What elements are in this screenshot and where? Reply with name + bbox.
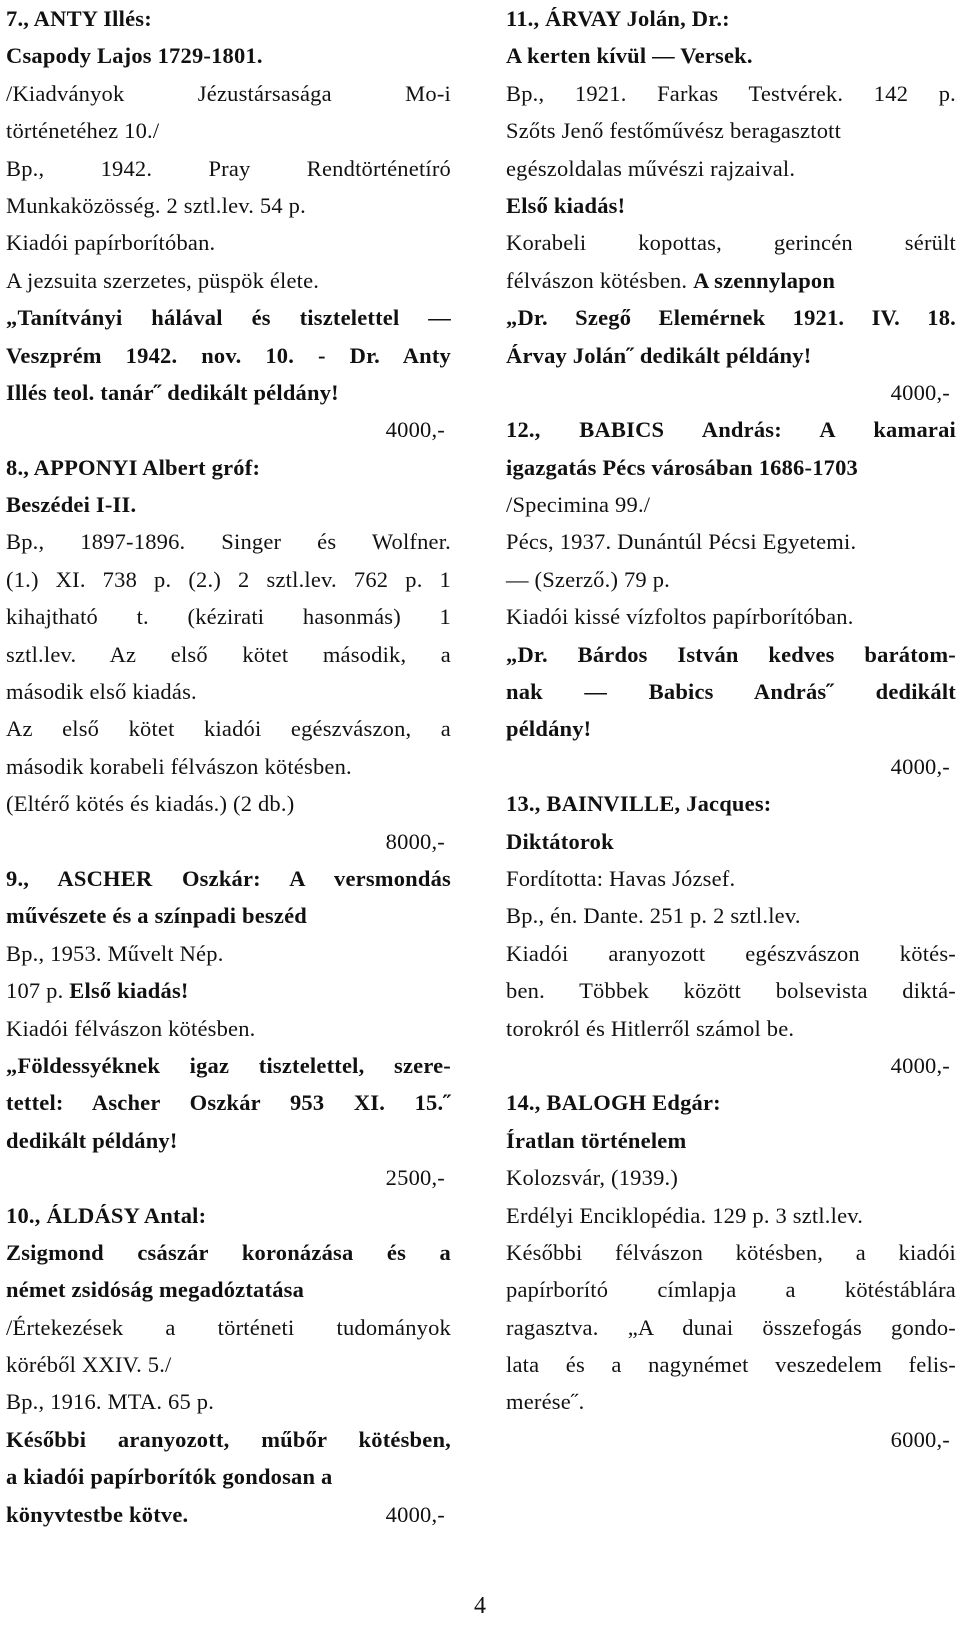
entry-publication: — (Szerző.) 79 p. <box>506 566 670 592</box>
entry-title: Beszédei I-II. <box>6 492 137 518</box>
entry-7 <box>6 0 451 449</box>
entry-binding: Kiadói papírborítóban. <box>6 230 216 256</box>
entry-note: Kiadói aranyozott egészvászon kötés- <box>506 940 956 966</box>
entry-dedication: nak — Babics András˝ dedikált <box>506 679 956 705</box>
first-edition-label: Első kiadás! <box>506 192 626 218</box>
entry-13 <box>506 785 956 1084</box>
entry-dedication: Veszprém 1942. nov. 10. - Dr. Anty <box>6 342 451 368</box>
entry-11 <box>506 0 956 411</box>
entry-publication: Pécs, 1937. Dunántúl Pécsi Egyetemi. <box>506 529 857 555</box>
entry-note: ragasztva. „A dunai összefogás gondo- <box>506 1314 956 1340</box>
entry-14 <box>506 1084 956 1458</box>
entry-heading: 13., BAINVILLE, Jacques: <box>506 791 772 817</box>
entry-binding: Korabeli kopottas, gerincén sérült <box>506 230 956 256</box>
entry-title: A kerten kívül — Versek. <box>506 43 753 69</box>
right-column <box>506 0 956 1458</box>
entry-publication: Bp., 1953. Művelt Nép. <box>6 940 224 966</box>
entry-binding-line <box>506 262 956 299</box>
entry-pages-text: 107 p. <box>6 978 70 1004</box>
entry-series: /Specimina 99./ <box>506 492 651 518</box>
entry-publication: Bp., én. Dante. 251 p. 2 sztl.lev. <box>506 903 801 929</box>
entry-price: 4000,- <box>385 417 445 443</box>
entry-publication: Bp., 1897-1896. Singer és Wolfner. <box>6 529 451 555</box>
entry-note: (Eltérő kötés és kiadás.) (2 db.) <box>6 791 295 817</box>
entry-dedication: „Dr. Szegő Elemérnek 1921. IV. 18. <box>506 305 956 331</box>
entry-collation: második első kiadás. <box>6 679 197 705</box>
entry-8 <box>6 449 451 860</box>
entry-dedication: Illés teol. tanár˝ dedikált példány! <box>6 379 339 405</box>
entry-binding: Kiadói félvászon kötésben. <box>6 1015 256 1041</box>
entry-10 <box>6 1197 451 1534</box>
left-column <box>6 0 451 1533</box>
entry-9 <box>6 860 451 1197</box>
entry-price: 4000,- <box>890 379 950 405</box>
entry-collation: sztl.lev. Az első kötet második, a <box>6 641 451 667</box>
entry-title: Diktátorok <box>506 828 614 854</box>
entry-price: 8000,- <box>385 828 445 854</box>
entry-heading: 10., ÁLDÁSY Antal: <box>6 1202 207 1228</box>
entry-note: merése˝. <box>506 1389 585 1415</box>
entry-note: Későbbi aranyozott, műbőr kötésben, <box>6 1426 451 1452</box>
entry-publication: Munkaközösség. 2 sztl.lev. 54 p. <box>6 192 306 218</box>
entry-title: Csapody Lajos 1729-1801. <box>6 43 263 69</box>
entry-series: köréből XXIV. 5./ <box>6 1352 172 1378</box>
entry-heading: 9., ASCHER Oszkár: A versmondás <box>6 865 451 891</box>
entry-dedication: A szennylapon <box>693 267 836 293</box>
entry-publication: Bp., 1921. Farkas Testvérek. 142 p. <box>506 80 956 106</box>
first-edition-label: Első kiadás! <box>69 978 189 1004</box>
entry-price: 2500,- <box>385 1165 445 1191</box>
entry-binding: Kiadói kissé vízfoltos papírborítóban. <box>506 604 854 630</box>
entry-translator: Fordította: Havas József. <box>506 865 736 891</box>
entry-dedication: dedikált példány! <box>6 1127 178 1153</box>
entry-illustration: Szőts Jenő festőművész beragasztott <box>506 118 842 144</box>
entry-publication: Erdélyi Enciklopédia. 129 p. 3 sztl.lev. <box>506 1202 864 1228</box>
entry-binding: félvászon kötésben. <box>506 267 694 293</box>
entry-note: Későbbi félvászon kötésben, a kiadói <box>506 1239 956 1265</box>
entry-dedication: „Tanítványi hálával és tisztelettel — <box>6 305 451 331</box>
entry-publication: Bp., 1942. Pray Rendtörténetíró <box>6 155 451 181</box>
entry-dedication: példány! <box>506 716 592 742</box>
entry-binding: Az első kötet kiadói egészvászon, a <box>6 716 451 742</box>
entry-publication: Bp., 1916. MTA. 65 p. <box>6 1389 215 1415</box>
entry-heading: művészete és a színpadi beszéd <box>6 903 307 929</box>
entry-note: papírborító címlapja a kötéstáblára <box>506 1277 956 1303</box>
entry-heading: igazgatás Pécs városában 1686-1703 <box>506 454 858 480</box>
page-number: 4 <box>474 1593 486 1619</box>
entry-title: Íratlan történelem <box>506 1127 687 1153</box>
entry-series: /Értekezések a történeti tudományok <box>6 1314 451 1340</box>
entry-heading: 11., ÁRVAY Jolán, Dr.: <box>506 6 730 31</box>
entry-dedication: „Dr. Bárdos István kedves barátom- <box>506 641 956 667</box>
entry-price: 6000,- <box>890 1426 950 1452</box>
entry-note: lata és a nagynémet veszedelem felis- <box>506 1352 956 1378</box>
entry-note: torokról és Hitlerről számol be. <box>506 1015 795 1041</box>
entry-title: német zsidóság megadóztatása <box>6 1277 305 1303</box>
entry-collation: kihajtható t. (kézirati hasonmás) 1 <box>6 604 451 630</box>
entry-price: 4000,- <box>890 1052 950 1078</box>
entry-price: 4000,- <box>385 1501 445 1527</box>
entry-dedication: Árvay Jolán˝ dedikált példány! <box>506 342 812 368</box>
entry-collation: (1.) XI. 738 p. (2.) 2 sztl.lev. 762 p. 1 <box>6 566 451 592</box>
entry-title: Zsigmond császár koronázása és a <box>6 1239 451 1265</box>
entry-series: /Kiadványok Jézustársasága Mo-i <box>6 80 451 106</box>
entry-binding: második korabeli félvászon kötésben. <box>6 753 352 779</box>
entry-place: Kolozsvár, (1939.) <box>506 1165 679 1191</box>
entry-note: ben. Többek között bolsevista diktá- <box>506 978 956 1004</box>
entry-price: 4000,- <box>890 753 950 779</box>
entry-dedication: tettel: Ascher Oszkár 953 XI. 15.˝ <box>6 1090 451 1116</box>
entry-dedication: „Földessyéknek igaz tisztelettel, szere- <box>6 1052 451 1078</box>
entry-heading: 14., BALOGH Edgár: <box>506 1090 721 1116</box>
entry-series: történetéhez 10./ <box>6 118 160 144</box>
entry-note: a kiadói papírborítók gondosan a <box>6 1464 333 1490</box>
entry-heading: 7., ANTY Illés: <box>6 6 152 31</box>
entry-note-price-line <box>6 1496 451 1533</box>
entry-note: A jezsuita szerzetes, püspök élete. <box>6 267 320 293</box>
entry-heading: 8., APPONYI Albert gróf: <box>6 454 261 480</box>
entry-heading: 12., BABICS András: A kamarai <box>506 417 956 443</box>
entry-illustration: egészoldalas művészi rajzaival. <box>506 155 796 181</box>
entry-12 <box>506 411 956 785</box>
entry-note: könyvtestbe kötve. <box>6 1501 189 1527</box>
entry-pages <box>6 972 451 1009</box>
